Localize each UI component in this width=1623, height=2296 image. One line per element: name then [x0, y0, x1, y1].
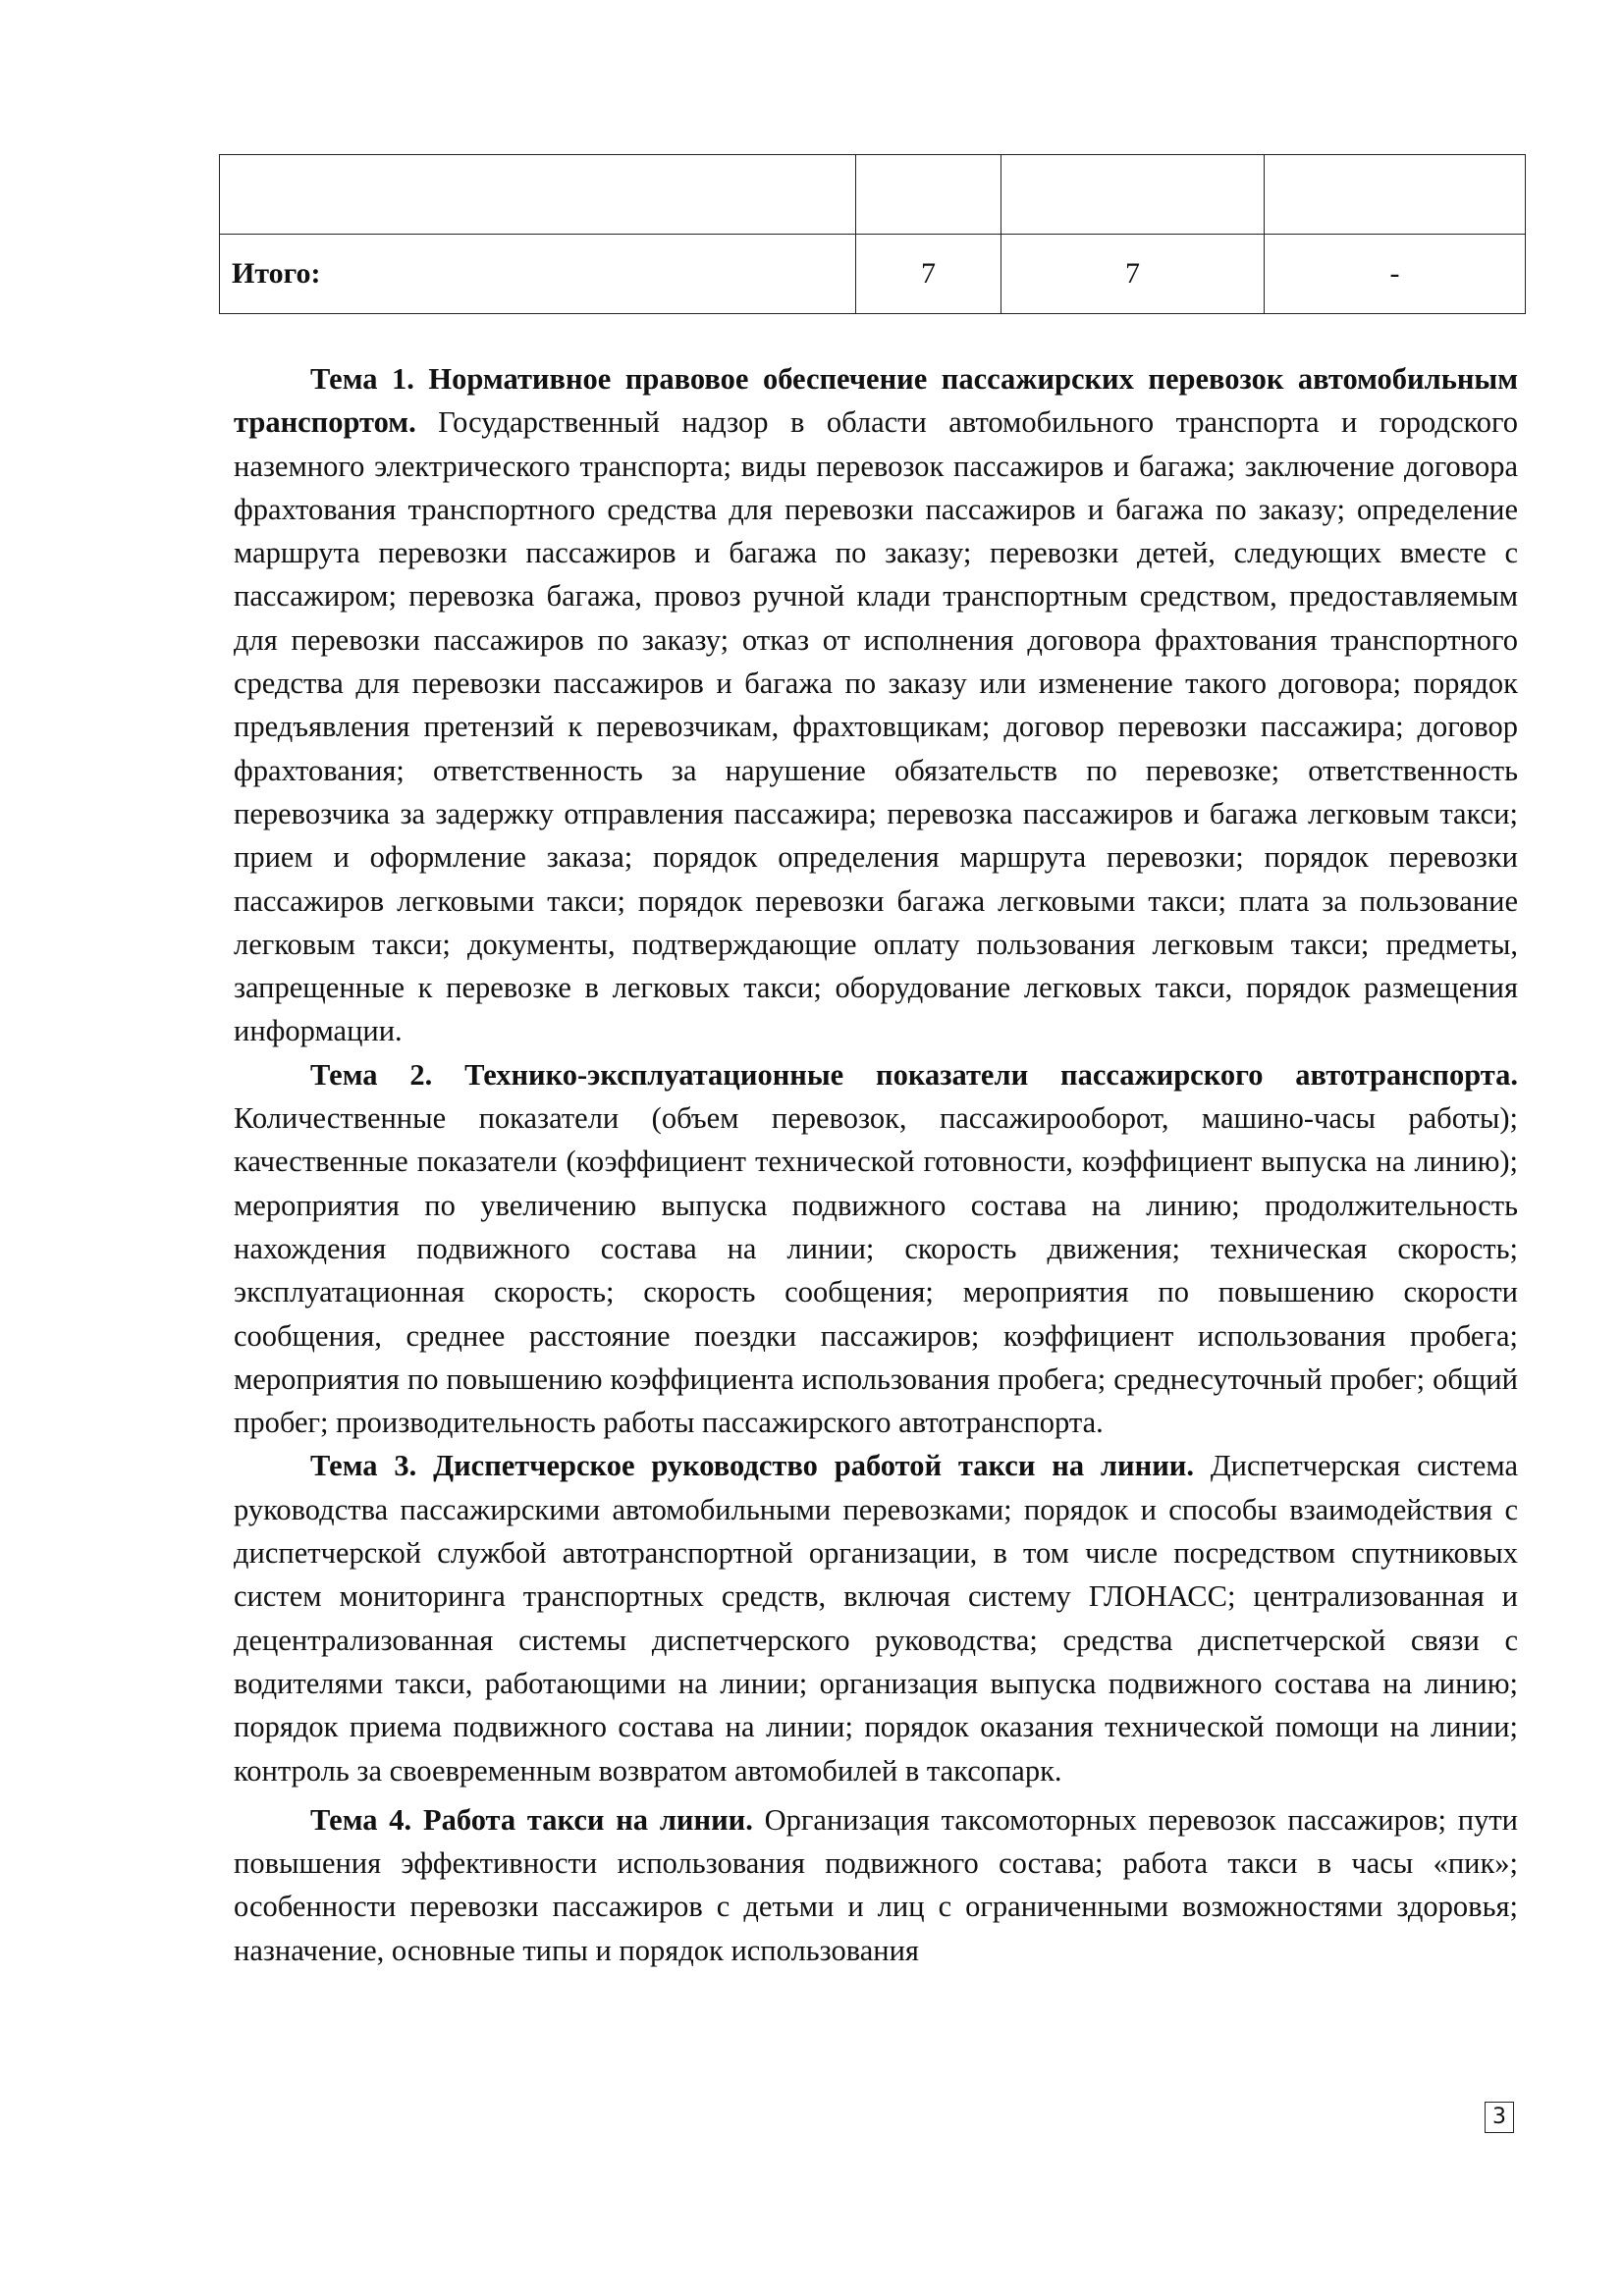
topics-section: [234, 357, 1518, 1972]
table-cell: [1001, 155, 1265, 235]
topic-1-paragraph: [234, 357, 1518, 1053]
topic-1-text: Государственный надзор в области автомобильного транспорта и городского наземного электрического транспорта; виды перевозок пассажиров и багажа; заключение договора фрахтования транспортного средства для перевозки пассажиров и багажа по заказу; определение маршрута перевозки пассажиров и багажа по заказу; перевозки детей, следующих вместе с пассажиром; перевозка багажа, провоз ручной клади транспортным средством, предоставляемым для перевозки пассажиров по заказу; отказ от исполнения договора фрахтования транспортного средства для перевозки пассажиров и багажа по заказу или изменение такого договора; порядок предъявления претензий к перевозчикам, фрахтовщикам; договор перевозки пассажира; договор фрахтования; ответственность за нарушение обязательств по перевозке; ответственность перевозчика за задержку отправления пассажира; перевозка пассажиров и багажа легковым такси; прием и оформление заказа; порядок определения маршрута перевозки; порядок перевозки пассажиров легковыми такси; порядок перевозки багажа легковыми такси; плата за пользование легковым такси; документы, подтверждающие оплату пользования легковым такси; предметы, запрещенные к перевозке в легковых такси; оборудование легковых такси, порядок размещения информации.: [234, 405, 1519, 1048]
topic-2-text: Количественные показатели (объем перевозок, пассажирооборот, машино-часы работы); качественные показатели (коэффициент технической готовности, коэффициент выпуска на линию); мероприятия по увеличению выпуска подвижного состава на линию; продолжительность нахождения подвижного состава на линии; скорость движения; техническая скорость; эксплуатационная скорость; скорость сообщения; мероприятия по повышению скорости сообщения, среднее расстояние поездки пассажиров; коэффициент использования пробега; мероприятия по повышению коэффициента использования пробега; среднесуточный пробег; общий пробег; производительность работы пассажирского автотранспорта.: [234, 1101, 1518, 1440]
topic-4-paragraph: [234, 1798, 1518, 1972]
topic-4-text: Организация таксомоторных перевозок пассажиров; пути повышения эффективности использования подвижного состава; работа такси в часы «пик»; особенности перевозки пассажиров с детьми и лиц с ограниченными возможностями здоровья; назначение, основные типы и порядок использования: [234, 1802, 1518, 1967]
topic-3-paragraph: [234, 1444, 1518, 1791]
topic-4-heading: Тема 4. Работа такси на линии.: [310, 1802, 753, 1837]
page-number: 3: [1485, 2102, 1514, 2133]
topic-2-paragraph: [234, 1053, 1518, 1445]
table-row-empty: [220, 155, 1526, 235]
table-cell: [220, 155, 856, 235]
topic-1-heading: Тема 1. Нормативное правовое обеспечение пассажирских перевозок автомобильным транспортом.: [234, 362, 1518, 440]
total-value-col3: 7: [1001, 235, 1265, 314]
table-row-total: [220, 235, 1526, 314]
topic-3-heading: Тема 3. Диспетчерское руководство работой такси на линии.: [310, 1449, 1194, 1483]
topic-2-heading: Тема 2. Технико-эксплуатационные показатели пассажирского автотранспорта.: [310, 1057, 1518, 1092]
total-value-col2: 7: [856, 235, 1001, 314]
total-label: Итого:: [220, 235, 856, 314]
total-value-col4: -: [1265, 235, 1526, 314]
topic-3-text: Диспетчерская система руководства пассажирскими автомобильными перевозками; порядок и способы взаимодействия с диспетчерской службой автотранспортной организации, в том числе посредством спутниковых систем мониторинга транспортных средств, включая систему ГЛОНАСС; централизованная и децентрализованная системы диспетчерского руководства; средства диспетчерской связи с водителями такси, работающими на линии; организация выпуска подвижного состава на линию; порядок приема подвижного состава на линии; порядок оказания технической помощи на линии; контроль за своевременным возвратом автомобилей в таксопарк.: [234, 1449, 1518, 1788]
table-cell: [856, 155, 1001, 235]
hours-table: [219, 154, 1526, 314]
table-cell: [1265, 155, 1526, 235]
